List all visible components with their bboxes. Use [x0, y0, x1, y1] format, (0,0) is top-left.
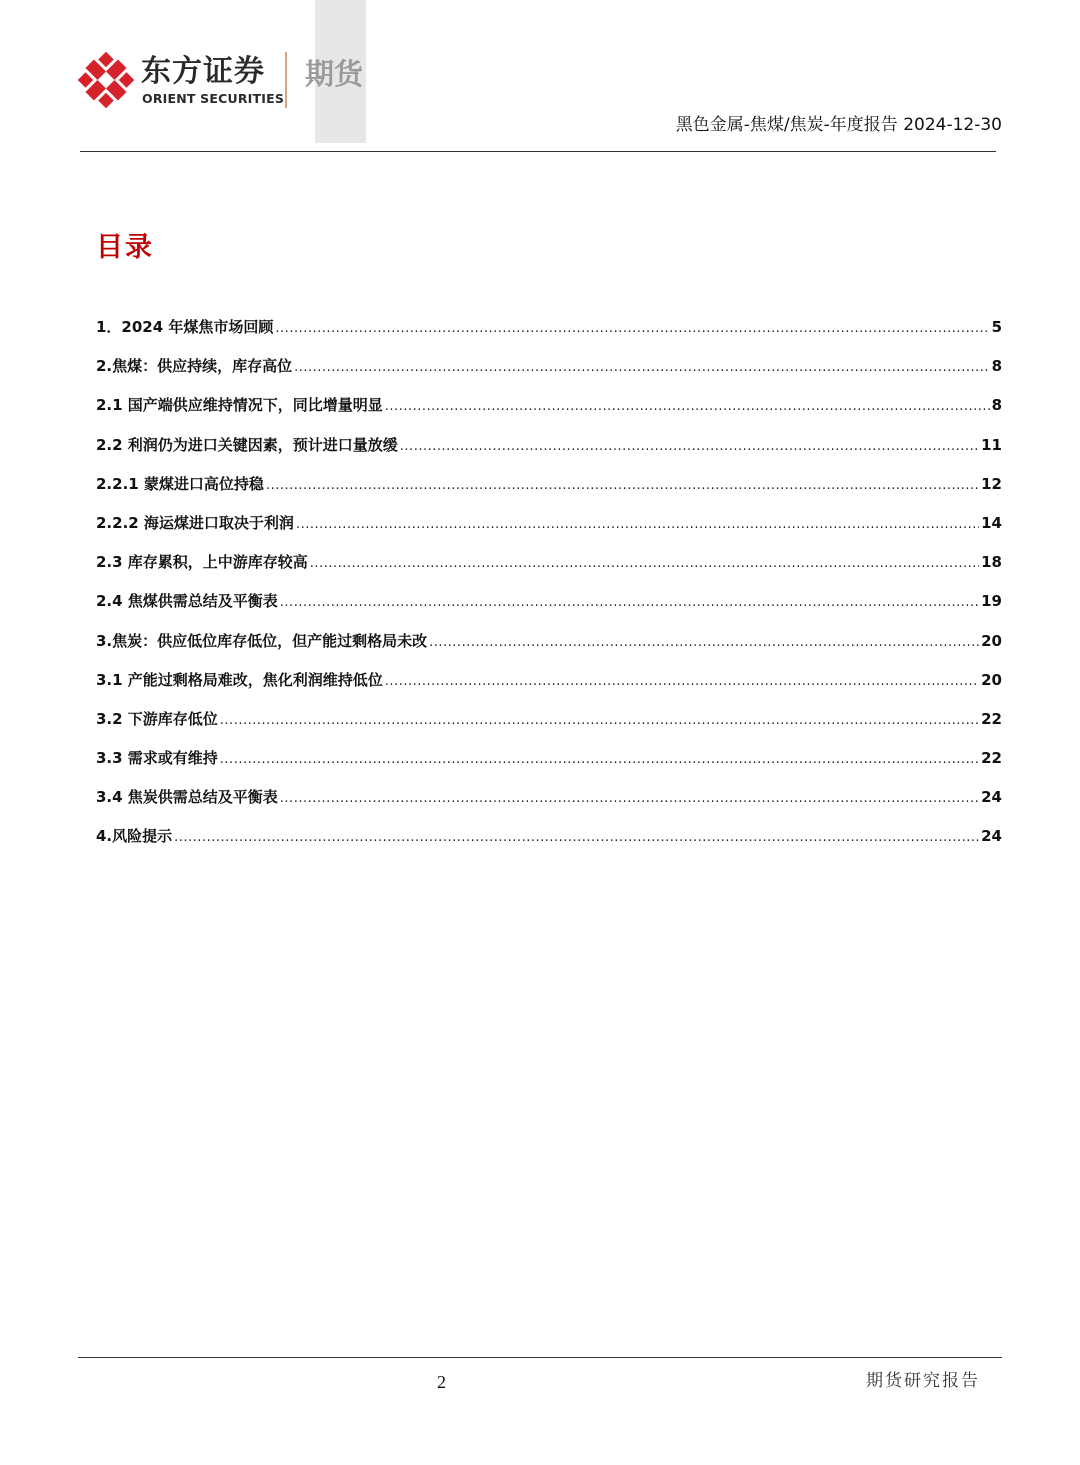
toc-entry-page: 14 [981, 513, 1002, 532]
toc-entry-label: 2.2.2 海运煤进口取决于利润 [96, 513, 294, 532]
toc-entry[interactable] [96, 708, 1002, 747]
toc-entry-label: 2.焦煤：供应持续，库存高位 [96, 357, 293, 376]
toc-leader-dots [220, 710, 979, 732]
toc-entry-label: 4.风险提示 [96, 827, 173, 846]
page-number: 2 [437, 1372, 446, 1392]
header-divider [80, 151, 996, 152]
toc-entry[interactable] [96, 825, 1002, 864]
toc-entry-page: 22 [981, 709, 1002, 728]
toc-entry-label: 2.1 国产端供应维持情况下，同比增量明显 [96, 396, 383, 415]
orient-securities-logo-icon [78, 52, 134, 108]
toc-entry[interactable] [96, 551, 1002, 590]
toc-entry-page: 24 [981, 788, 1002, 807]
toc-leader-dots [294, 357, 989, 379]
toc-entry[interactable] [96, 355, 1002, 394]
toc-entry[interactable] [96, 473, 1002, 512]
toc-entry-page: 20 [981, 670, 1002, 689]
toc-entry-label: 3.焦炭：供应低位库存低位，但产能过剩格局未改 [96, 631, 428, 650]
toc-entry-page: 12 [981, 474, 1002, 493]
brand-division: 期货 [305, 57, 364, 91]
brand-divider [285, 52, 287, 108]
toc-entry-label: 3.4 焦炭供需总结及平衡表 [96, 788, 278, 807]
toc-entry-page: 8 [991, 357, 1002, 376]
toc-entry-label: 1．2024 年煤焦市场回顾 [96, 318, 274, 336]
toc-title: 目录 [96, 232, 154, 263]
toc-entry[interactable] [96, 590, 1002, 629]
toc-entry-page: 22 [981, 749, 1002, 768]
toc-entry[interactable] [96, 434, 1002, 473]
toc-entry-page: 20 [981, 631, 1002, 650]
toc-entry-page: 11 [981, 435, 1002, 454]
toc-entry-label: 3.1 产能过剩格局难改，焦化利润维持低位 [96, 670, 383, 689]
toc-leader-dots [266, 475, 979, 497]
toc-leader-dots [385, 396, 990, 418]
report-header-title: 黑色金属-焦煤/焦炭-年度报告 2024-12-30 [675, 115, 1002, 135]
toc-entry-page: 5 [991, 318, 1002, 336]
toc-leader-dots [385, 671, 979, 693]
toc-entry[interactable] [96, 512, 1002, 551]
toc-entry[interactable] [96, 669, 1002, 708]
toc-entry-label: 2.2 利润仍为进口关键因素，预计进口量放缓 [96, 435, 398, 454]
toc-leader-dots [310, 553, 979, 575]
toc-entry[interactable] [96, 316, 1002, 355]
toc-entry-label: 2.3 库存累积，上中游库存较高 [96, 553, 308, 572]
footer-label: 期货研究报告 [866, 1371, 980, 1391]
toc-leader-dots [280, 592, 979, 614]
toc-entry-page: 19 [981, 592, 1002, 611]
toc-entry-page: 8 [991, 396, 1002, 415]
toc-leader-dots [220, 749, 979, 771]
toc-entry-label: 2.4 焦煤供需总结及平衡表 [96, 592, 278, 611]
toc-entry-label: 3.3 需求或有维持 [96, 749, 218, 768]
toc-leader-dots [275, 318, 989, 340]
toc-entry[interactable] [96, 747, 1002, 786]
brand-name-en: ORIENT SECURITIES [142, 91, 285, 106]
toc-leader-dots [400, 436, 979, 458]
brand-name-cn: 东方证券 [141, 54, 265, 89]
toc-leader-dots [174, 827, 979, 849]
toc-entry-label: 2.2.1 蒙煤进口高位持稳 [96, 474, 264, 493]
toc-entry[interactable] [96, 630, 1002, 669]
toc-entry[interactable] [96, 394, 1002, 433]
toc-entry-page: 18 [981, 553, 1002, 572]
toc-leader-dots [296, 514, 979, 536]
table-of-contents [96, 316, 1002, 865]
toc-entry[interactable] [96, 786, 1002, 825]
toc-leader-dots [429, 632, 979, 654]
toc-leader-dots [280, 788, 979, 810]
toc-entry-label: 3.2 下游库存低位 [96, 709, 218, 728]
toc-entry-page: 24 [981, 827, 1002, 846]
footer-divider [78, 1357, 1002, 1358]
